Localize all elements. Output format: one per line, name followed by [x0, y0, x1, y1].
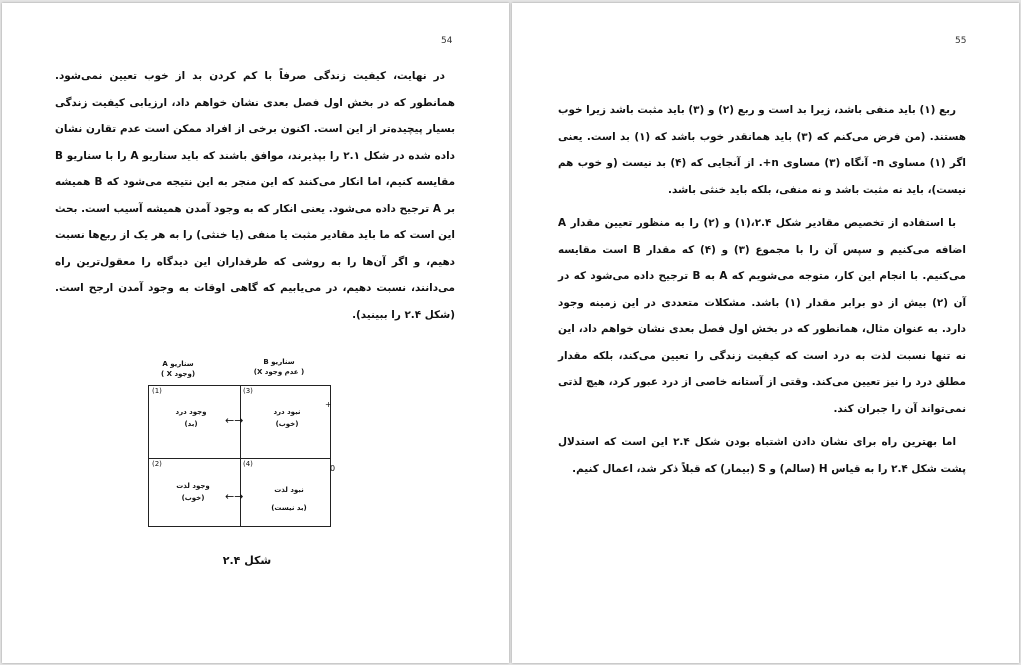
zero-mark: 0: [330, 464, 336, 473]
quadrant-grid: [148, 385, 331, 527]
quadrant-2-text: وجود لذت (خوب): [176, 482, 210, 502]
page-number: 54: [441, 36, 453, 46]
divider: [240, 386, 241, 526]
page-number: 55: [955, 36, 967, 46]
double-arrow-icon: ←→: [225, 490, 244, 503]
paragraph: اما بهترین راه برای نشان دادن اشتباه بودن شکل ۲.۴ این است که استدلال پشت شکل ۲.۴ را به قیاس H (سالم) و S (بیمار) که قبلاً ذکر شد، اعمال کنیم.: [558, 436, 966, 475]
body-text: [558, 97, 966, 489]
quadrant-number: (4): [243, 460, 253, 468]
paragraph: با استفاده از تخصیص مقادیر شکل ۲.۴،(۱) و (۲) را به منظور تعیین مقدار A اضافه می‌کنیم و سپس آن را با مجموع (۳) و (۴) که مقدار B است مقایسه می‌کنیم. با انجام این کار، متوجه می‌شویم که A به B ترجیح داده می‌شود که در آن (۲) بیش از دو برابر مقدار (۱) باشد. مشکلات متعددی در این زمینه وجود دارد. به عنوان مثال، همانطور که در بخش اول فصل بعدی نشان خواهم داد، این نه تنها نسبت لذت به درد است که کیفیت زندگی را تعیین می‌کند، بلکه مقدار مطلق درد را نیز تعیین می‌کند. وقتی از آستانه خاصی از درد عبور کرد، هیچ لذتی نمی‌تواند آن را جبران کند.: [558, 217, 967, 415]
scenario-b-header: سناریو B ( عدم وجود X): [253, 358, 305, 376]
quadrant-number: (1): [152, 387, 162, 395]
left-page: [2, 3, 509, 663]
quadrant-number: (2): [152, 460, 162, 468]
plus-mark: +: [325, 400, 332, 409]
quadrant-3-text: نبود درد (خوب): [273, 408, 301, 428]
quadrant-1-text: وجود درد (بد): [175, 408, 207, 428]
paragraph: ربع (۱) باید منفی باشد، زیرا بد است و ربع (۲) و (۳) باید مثبت باشد زیرا خوب هستند. (من فرض می‌کنم که (۳) باید همانقدر خوب باشد که (۱) بد است. یعنی اگر (۱) مساوی n- آنگاه (۳) مساوی n+. از آنجایی که (۴) بد نیست (و خوب هم نیست)، باید نه مثبت باشد و نه منفی، بلکه باید خنثی باشد.: [558, 104, 966, 196]
scenario-a-header: سناریو A (وجود X ): [160, 360, 196, 378]
figure-2-4-diagram: [144, 355, 344, 535]
right-page: [512, 3, 1019, 663]
paragraph: در نهایت، کیفیت زندگی صرفاً با کم کردن بد از خوب تعیین نمی‌شود. همانطور که در بخش اول فصل بعدی نشان خواهم داد، ارزیابی کیفیت زندگی بسیار پیچیده‌تر از این است. اکنون برخی از افراد ممکن است عدم تقارن نشان داده شده در شکل ۲.۱ را بپذیرند، موافق باشند که باید سناریو A را با سناریو B مقایسه کنیم، اما انکار می‌کنند که این منجر به این نتیجه می‌شود که B همیشه بر A ترجیح داده می‌شود. یعنی انکار که به وجود آمدن همیشه آسیب است. بحث این است که ما باید مقادیر مثبت یا منفی (یا خنثی) را به هر یک از ربع‌ها نسبت دهیم، و اگر آن‌ها را به روشی که طرفداران این دیدگاه را معقول‌ترین راه می‌دانند، نسبت دهیم، در می‌یابیم که گاهی اوقات به وجود آمدن ارجح است. (شکل ۲.۴ را ببینید).: [55, 70, 456, 321]
figure-caption: شکل ۲.۴: [222, 554, 272, 567]
quadrant-4-text: نبود لذت (بد نیست): [271, 486, 307, 512]
quadrant-number: (3): [243, 387, 253, 395]
divider: [149, 458, 330, 459]
body-text: [55, 63, 455, 335]
double-arrow-icon: ←→: [225, 414, 244, 427]
